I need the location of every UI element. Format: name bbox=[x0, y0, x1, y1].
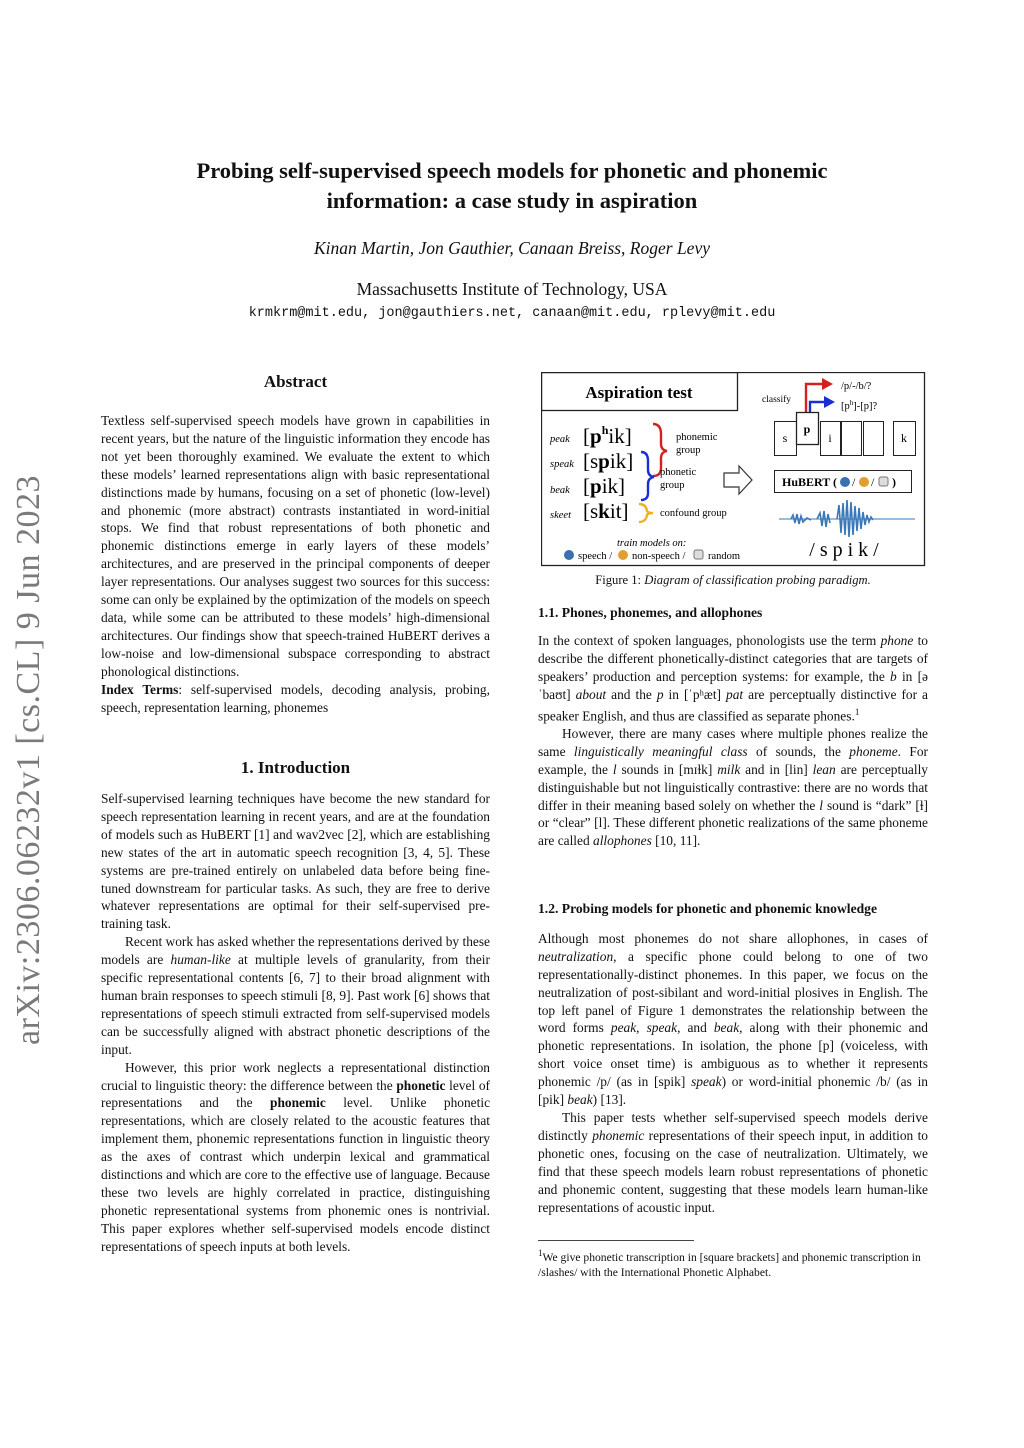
legend-random: random bbox=[708, 551, 741, 562]
text-run: , bbox=[636, 1020, 647, 1036]
abstract bbox=[101, 412, 490, 716]
text-run: in [ˈpʰæt] bbox=[663, 686, 727, 702]
separator: / bbox=[852, 475, 856, 489]
text-run: In the context of spoken languages, phonologists use the term bbox=[538, 632, 881, 648]
segment-label: k bbox=[901, 431, 907, 445]
text-run: in [əˈbaʊt] bbox=[538, 668, 929, 702]
ipa-superscript: h bbox=[601, 423, 609, 437]
train-label: train models on: bbox=[617, 538, 687, 549]
ipa-part: [ bbox=[583, 424, 590, 448]
emphasis: phonemic bbox=[592, 1127, 645, 1143]
separator: / bbox=[871, 475, 875, 489]
section-1-2-heading: 1.2. Probing models for phonetic and phonemic knowledge bbox=[538, 901, 878, 916]
emphasis: l bbox=[612, 761, 617, 777]
emphasis: human-like bbox=[170, 952, 231, 968]
phonetic-question bbox=[841, 399, 877, 412]
ipa-transcription bbox=[583, 449, 633, 473]
ipa-part: it] bbox=[609, 499, 629, 523]
sec12-paragraph-2 bbox=[538, 1109, 928, 1216]
caption-label: Figure 1: bbox=[595, 573, 645, 587]
text-run: Although most phonemes do not share allophones, in cases of bbox=[538, 930, 928, 946]
phoneme-transcript: / s p i k / bbox=[809, 539, 879, 561]
emphasis: phoneme bbox=[849, 743, 898, 759]
authors: Kinan Martin, Jon Gauthier, Canaan Breiss, Roger Levy bbox=[314, 238, 710, 258]
section-1-2 bbox=[538, 900, 928, 1216]
bold-term: phonemic bbox=[270, 1095, 326, 1111]
ipa-part: ik] bbox=[601, 474, 626, 498]
question-part: ]-[p]? bbox=[853, 401, 878, 412]
ipa-target: p bbox=[590, 424, 602, 448]
nonspeech-icon bbox=[859, 477, 869, 487]
text-run: are perceptually distinguishable but not linguistically contrastive: there are no words that differ in their meaning based solely on whether the bbox=[538, 761, 928, 813]
section-1-1-heading: 1.1. Phones, phonemes, and allophones bbox=[538, 605, 763, 620]
emphasis: milk bbox=[717, 761, 741, 777]
abstract-heading: Abstract bbox=[263, 372, 328, 391]
emphasis: beak bbox=[713, 1020, 740, 1036]
text-run: to describe the different phonetically-distinct categories that are targets of speakers’ production and perception systems: for example, the bbox=[538, 632, 928, 684]
affiliation: Massachusetts Institute of Technology, USA bbox=[356, 279, 668, 299]
segment-label: s bbox=[782, 431, 788, 445]
emphasis: phone bbox=[880, 632, 914, 648]
ipa-part: [s bbox=[583, 499, 599, 523]
word-label: skeet bbox=[550, 510, 571, 521]
phonemic-group-label: phonemic bbox=[676, 432, 718, 443]
text-run: However, this prior work neglects a representational distinction crucial to linguistic theory: the difference between the bbox=[101, 1059, 490, 1093]
aspiration-test-title: Aspiration test bbox=[585, 383, 693, 402]
text-run: of sounds, the bbox=[747, 743, 850, 759]
bold-term: phonetic bbox=[396, 1077, 446, 1093]
sec11-paragraph-2 bbox=[538, 725, 928, 850]
text-run: ) [13]. bbox=[592, 1092, 627, 1108]
emphasis: about bbox=[575, 686, 607, 702]
emphasis: peak bbox=[610, 1020, 637, 1036]
intro-paragraph-3 bbox=[101, 1059, 490, 1256]
arxiv-stamp: arXiv:2306.06232v1 [cs.CL] 9 Jun 2023 bbox=[10, 474, 47, 1045]
ipa-target: p bbox=[598, 449, 610, 473]
text-run: Recent work has asked whether the representations derived by these models are bbox=[101, 934, 490, 968]
text-run: , a specific phone could belong to one of two representationally-distinct phonemes. In this paper, we focus on the neutralization of post-sibilant and word-initial plosives in English. The top left panel of Figure 1 demonstrates the relationship between the word forms bbox=[538, 948, 928, 1036]
paper-title bbox=[0, 156, 1024, 216]
text-run: at multiple levels of granularity, from their specific representational contents [6, 7] to their broad alignment with human brain responses to speech stimuli [8, 9]. Past work [6] shows that representations of speech stimuli extracted from self-supervised models can be successfully aligned with abstract phonetic descriptions of the input. bbox=[101, 952, 490, 1057]
footnote-marker: 1 bbox=[854, 706, 860, 717]
ipa-part: ik] bbox=[608, 424, 632, 448]
index-terms-label: Index Terms bbox=[101, 681, 179, 697]
word-label: speak bbox=[550, 459, 574, 470]
classify-label: classify bbox=[762, 395, 792, 405]
emphasis: allophones bbox=[593, 833, 652, 849]
phonetic-brace bbox=[641, 452, 654, 500]
nonspeech-icon bbox=[618, 550, 628, 560]
text-run: level. Unlike phonetic representations, which are closely related to the acoustic features that implement them, phonemic representations function in linguistic theory as the axes of contrast which underpin lexical and grammatical distinctions and which are core to the effective use of language. Because these two levels are highly correlated in practice, distinguishing phonetic representational systems from phonemic ones is nontrivial. This paper explores whether self-supervised models encode distinct representations of speech inputs at both levels. bbox=[101, 1095, 491, 1254]
figure-caption bbox=[538, 573, 928, 588]
text-run: , and bbox=[677, 1020, 714, 1036]
text-run: ) or word-initial phonemic /b/ (as in [pik] bbox=[538, 1074, 929, 1108]
emphasis: lean bbox=[812, 761, 836, 777]
ipa-transcription bbox=[583, 474, 625, 498]
ipa-part: [s bbox=[583, 449, 599, 473]
hubert-label-end: ) bbox=[892, 475, 896, 489]
segment-cell bbox=[842, 422, 862, 456]
emphasis: speak bbox=[646, 1020, 678, 1036]
emphasis: b bbox=[890, 668, 897, 684]
ipa-target: k bbox=[598, 499, 610, 523]
caption-text: Diagram of classification probing paradigm. bbox=[644, 573, 871, 587]
footnote-text: We give phonetic transcription in [square brackets] and phonemic transcription in /slashes/ with the International Phonetic Alphabet. bbox=[538, 1250, 921, 1280]
text-run: However, there are many cases where multiple phones realize the same bbox=[538, 725, 928, 759]
confound-brace bbox=[639, 504, 653, 522]
emphasis: pat bbox=[726, 686, 744, 702]
segment-label: i bbox=[828, 431, 832, 445]
ipa-target: p bbox=[590, 474, 602, 498]
segment-cell bbox=[864, 422, 884, 456]
dice-icon bbox=[694, 550, 703, 559]
ipa-part: ik] bbox=[609, 449, 634, 473]
intro-body bbox=[101, 790, 490, 1256]
text-run: representations of their speech input, in addition to phonetic ones, focusing on the case of neutralization. Ultimately, we find that these speech models learn robust representations of phonetic and phonemic content, suggesting that these models learn human-like representations of acoustic input. bbox=[538, 1127, 928, 1215]
legend-nonspeech: non-speech / bbox=[632, 551, 686, 562]
section-1-1 bbox=[538, 604, 928, 850]
emphasis: neutralization bbox=[538, 948, 614, 964]
segment-label-target: p bbox=[803, 422, 811, 436]
speech-head-icon bbox=[564, 550, 574, 560]
question-part: [p bbox=[841, 401, 850, 412]
intro-paragraph-1: Self-supervised learning techniques have become the new standard for speech representation learning in recent years, and are at the foundation of models such as HuBERT [1] and wav2vec [2], which are establishing new states of the art in automatic speech recognition [3, 4, 5]. These systems are pre-trained entirely on unlabeled data before being fine-tuned downstream for particular tasks. As such, they are free to derive whatever representations are optimal for their self-supervised pre-training task. bbox=[101, 791, 490, 932]
index-terms-text: : self-supervised models, decoding analysis, probing, speech, representation learning, phonemes bbox=[101, 681, 490, 715]
intro-heading: 1. Introduction bbox=[240, 758, 351, 777]
ipa-transcription bbox=[583, 499, 629, 523]
footnote-rule bbox=[538, 1240, 694, 1241]
phonemic-group-label: group bbox=[676, 445, 701, 456]
phonetic-group-label: phonetic bbox=[660, 467, 697, 478]
text-run: , along with their phonemic and phonetic representations. In isolation, the phone [p] (voiceless, with short voice onset time) is ambiguous as to whether it represents phonemic /p/ (as in [spik] bbox=[538, 1020, 928, 1090]
emphasis: linguistically meaningful class bbox=[573, 743, 748, 759]
title-line-1: Probing self-supervised speech models for phonetic and phonemic bbox=[196, 158, 828, 183]
ipa-transcription bbox=[583, 423, 632, 448]
footnote bbox=[538, 1246, 928, 1281]
word-label: peak bbox=[550, 434, 570, 445]
text-run: and in [lin] bbox=[740, 761, 813, 777]
index-terms bbox=[101, 681, 490, 717]
text-run: This paper tests whether self-supervised speech models derive distinctly bbox=[538, 1109, 928, 1143]
text-run: and the bbox=[606, 686, 657, 702]
phonemic-question: /p/-/b/? bbox=[841, 381, 872, 392]
emphasis: l bbox=[819, 797, 824, 813]
right-arrow-icon bbox=[724, 466, 752, 494]
sec11-paragraph-1 bbox=[538, 632, 928, 725]
blue-arrowhead-icon bbox=[824, 396, 835, 408]
emphasis: beak bbox=[567, 1092, 593, 1108]
text-run: are perceptually distinctive for a speaker English, and thus are classified as separate phones. bbox=[538, 686, 928, 723]
legend-speech: speech / bbox=[578, 551, 613, 562]
abstract-text: Textless self-supervised speech models have grown in capabilities in recent years, but the nature of the linguistic information they encode has not yet been thoroughly examined. We evaluate the extent to which these models’ learned representations align with basic representational distinctions made by humans, focusing on a set of phonetic (low-level) and phonemic (more abstract) contrasts instantiated in word-initial stops. We find that robust representations of both phonetic and phonemic distinctions emerge in early layers of these models’ architectures, and are preserved in the principal components of deeper layer representations. Our analyses suggest two sources for this success: some can only be explained by the optimization of the models on speech data, while some can be attributed to these models’ high-dimensional architectures. Our findings show that speech-trained HuBERT derives a low-noise and low-dimensional subspace corresponding to abstract phonological distinctions. bbox=[101, 413, 490, 679]
figure-1-diagram bbox=[541, 372, 927, 568]
emphasis: p bbox=[656, 686, 664, 702]
phonetic-group-label: group bbox=[660, 480, 685, 491]
text-run: level of representations and the bbox=[101, 1077, 490, 1111]
title-line-2: information: a case study in aspiration bbox=[326, 188, 698, 213]
hubert-label: HuBERT ( bbox=[782, 475, 838, 489]
waveform bbox=[779, 500, 915, 537]
text-run: . For example, the bbox=[538, 743, 928, 777]
emphasis: speak bbox=[691, 1074, 722, 1090]
speech-head-icon bbox=[840, 477, 850, 487]
footnote-mark: 1 bbox=[538, 1248, 543, 1258]
intro-paragraph-2 bbox=[101, 933, 490, 1058]
text-run: sounds in [mɪɫk] bbox=[616, 761, 718, 777]
confound-group-label: confound group bbox=[660, 508, 727, 519]
ipa-part: [ bbox=[583, 474, 590, 498]
text-run: [10, 11]. bbox=[651, 833, 701, 849]
red-arrowhead-icon bbox=[822, 378, 833, 390]
dice-icon bbox=[879, 477, 888, 486]
text-run: sound is “dark” [ɫ] or “clear” [l]. These different phonetic realizations of the same phoneme are called bbox=[538, 797, 928, 849]
question-superscript: h bbox=[849, 399, 854, 407]
word-label: beak bbox=[550, 485, 570, 496]
emails: krmkrm@mit.edu, jon@gauthiers.net, canaan@mit.edu, rplevy@mit.edu bbox=[248, 306, 776, 321]
sec12-paragraph-1 bbox=[538, 930, 928, 1109]
